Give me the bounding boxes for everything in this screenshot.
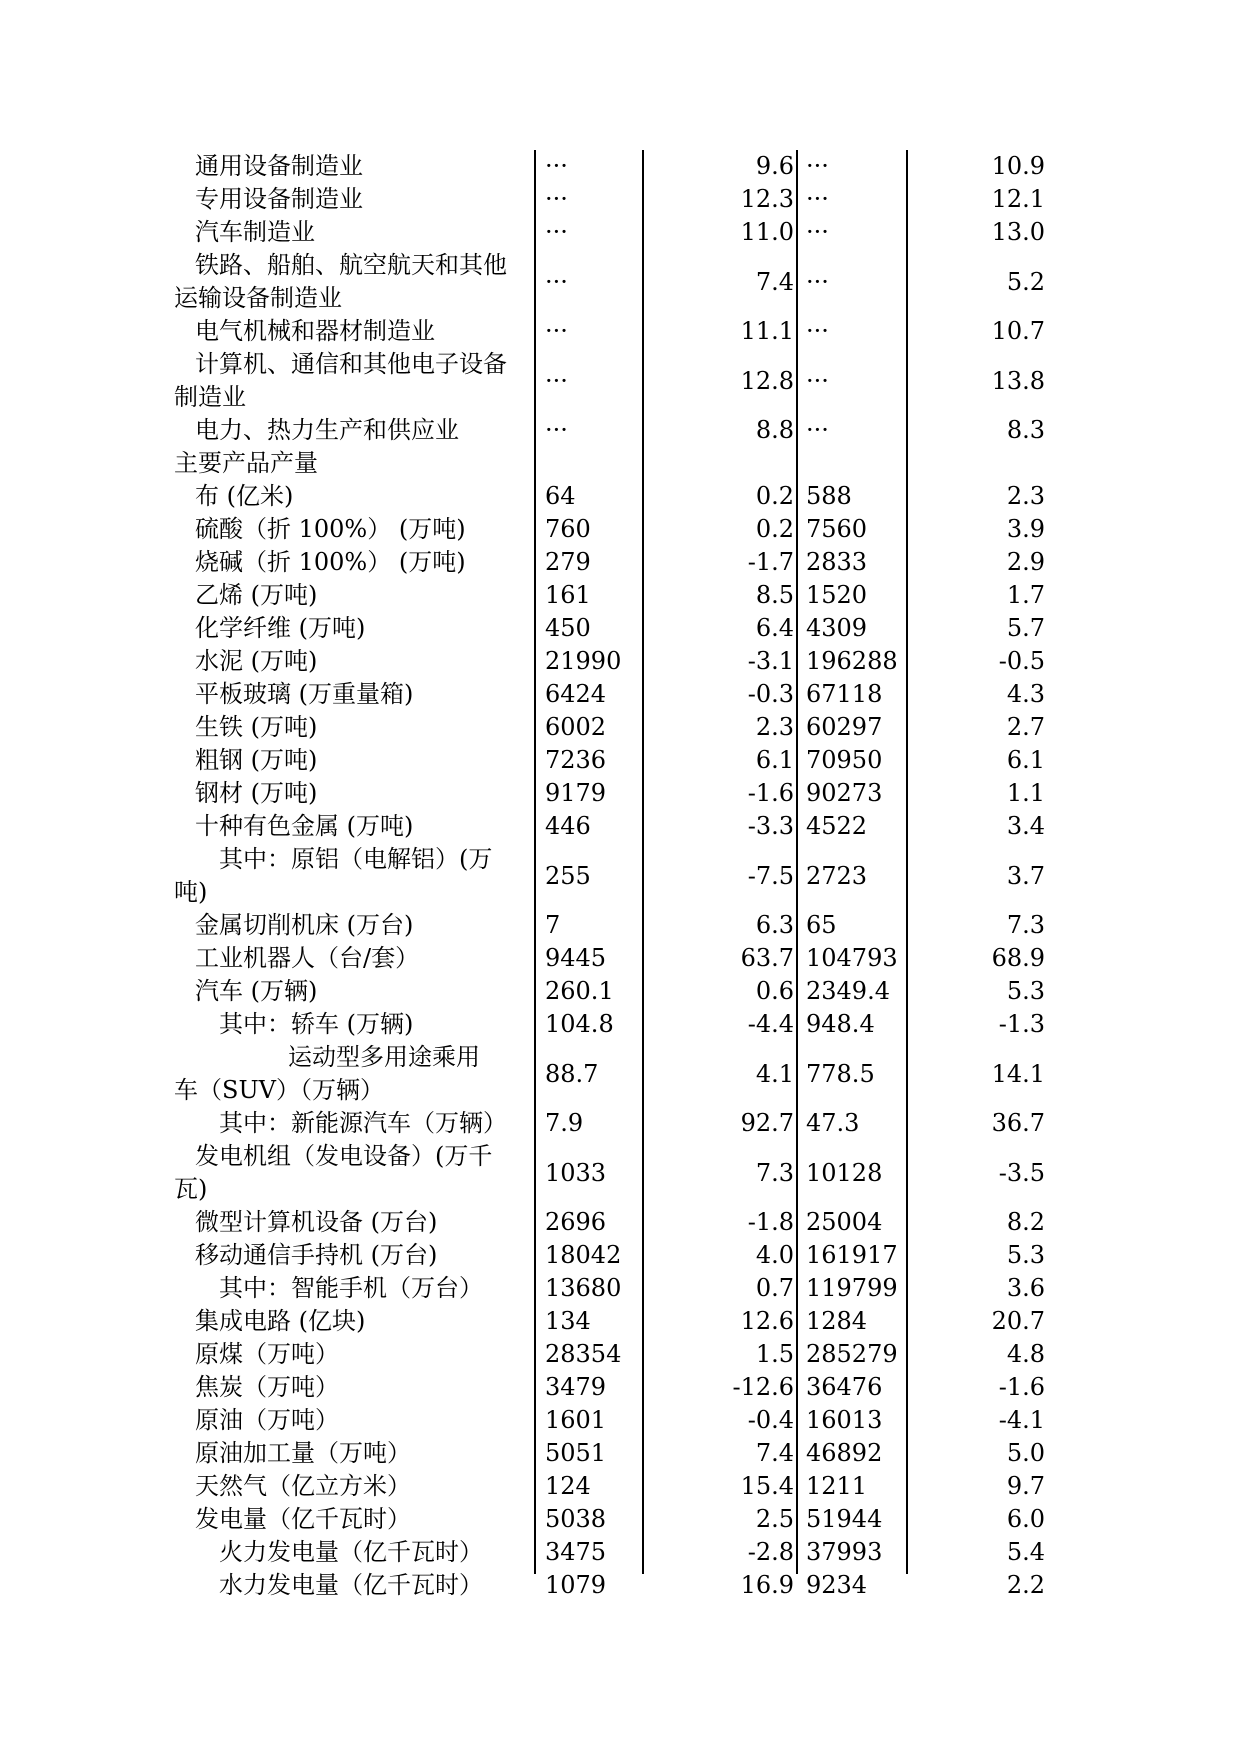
table-row	[0, 1371, 1241, 1404]
row-label	[195, 678, 535, 711]
month-growth: -3.1	[747, 647, 794, 675]
month-value: ···	[545, 416, 568, 444]
table-row	[0, 1140, 1241, 1206]
month-growth: 12.8	[740, 367, 794, 395]
month-value: 13680	[545, 1274, 622, 1302]
row-label-line: 移动通信手持机 (万台)	[195, 1241, 438, 1269]
ytd-growth: 5.3	[1006, 1241, 1045, 1269]
row-label	[195, 1437, 535, 1470]
ytd-value: ···	[806, 268, 829, 296]
month-growth: 8.8	[755, 416, 794, 444]
month-value: ···	[545, 218, 568, 246]
month-growth: -1.7	[747, 548, 794, 576]
table-row	[0, 1239, 1241, 1272]
ytd-value: 60297	[806, 713, 883, 741]
ytd-value: 1284	[806, 1307, 868, 1335]
month-growth: 92.7	[740, 1109, 794, 1137]
ytd-growth: 5.2	[1006, 268, 1045, 296]
month-growth: 4.0	[755, 1241, 794, 1269]
table-row	[0, 1041, 1241, 1107]
row-label-line: 原油（万吨）	[195, 1406, 339, 1434]
ytd-growth: 4.8	[1006, 1340, 1045, 1368]
month-value: 5038	[545, 1505, 607, 1533]
month-growth: -12.6	[732, 1373, 794, 1401]
ytd-growth: -1.6	[998, 1373, 1045, 1401]
row-label	[195, 810, 535, 843]
row-label-line: 发电机组（发电设备）(万千	[195, 1142, 493, 1170]
month-growth: 12.3	[740, 185, 794, 213]
ytd-value: 4309	[806, 614, 868, 642]
month-growth: -1.6	[747, 779, 794, 807]
table-row	[0, 777, 1241, 810]
table-row	[0, 1437, 1241, 1470]
row-label	[195, 1536, 535, 1569]
row-label-line: 天然气（亿立方米）	[195, 1472, 411, 1500]
row-label	[195, 612, 535, 645]
month-value: 9179	[545, 779, 607, 807]
ytd-value: 37993	[806, 1538, 883, 1566]
month-value: 7236	[545, 746, 607, 774]
month-growth: -0.4	[747, 1406, 794, 1434]
row-label-line: 原油加工量（万吨）	[195, 1439, 411, 1467]
table-row	[0, 1470, 1241, 1503]
month-growth: 0.6	[755, 977, 794, 1005]
ytd-growth: 5.3	[1006, 977, 1045, 1005]
row-label-line: 布 (亿米)	[195, 482, 294, 510]
row-label-line: 其中：新能源汽车（万辆）	[219, 1109, 507, 1137]
month-growth: -0.3	[747, 680, 794, 708]
ytd-value: 67118	[806, 680, 883, 708]
ytd-value: 1520	[806, 581, 868, 609]
table-row	[0, 1272, 1241, 1305]
row-label-line: 十种有色金属 (万吨)	[195, 812, 414, 840]
ytd-growth: -4.1	[998, 1406, 1045, 1434]
row-label-line: 吨)	[174, 878, 208, 906]
month-growth: 7.4	[755, 1439, 794, 1467]
ytd-growth: -0.5	[998, 647, 1045, 675]
ytd-growth: 5.7	[1006, 614, 1045, 642]
table-row	[0, 348, 1241, 414]
month-growth: 6.4	[755, 614, 794, 642]
row-label-line: 火力发电量（亿千瓦时）	[219, 1538, 483, 1566]
row-label	[174, 1140, 535, 1206]
ytd-value: 36476	[806, 1373, 883, 1401]
ytd-value: ···	[806, 416, 829, 444]
row-label	[195, 1338, 535, 1371]
row-label	[195, 546, 535, 579]
table-row	[0, 711, 1241, 744]
month-value: 7.9	[545, 1109, 584, 1137]
ytd-growth: 2.2	[1006, 1571, 1045, 1599]
ytd-growth: 14.1	[991, 1060, 1045, 1088]
month-growth: -1.8	[747, 1208, 794, 1236]
ytd-value: 2349.4	[806, 977, 890, 1005]
ytd-growth: 10.9	[991, 152, 1045, 180]
ytd-value: 65	[806, 911, 837, 939]
row-label-line: 运动型多用途乘用	[288, 1043, 480, 1071]
ytd-growth: 3.7	[1006, 862, 1045, 890]
table-row	[0, 249, 1241, 315]
row-label-line: 汽车制造业	[195, 218, 315, 246]
row-label	[195, 1107, 535, 1140]
ytd-growth: 7.3	[1006, 911, 1045, 939]
row-label-line: 金属切削机床 (万台)	[195, 911, 414, 939]
month-growth: -2.8	[747, 1538, 794, 1566]
row-label-line: 计算机、通信和其他电子设备	[195, 350, 507, 378]
month-value: 260.1	[545, 977, 614, 1005]
month-value: ···	[545, 367, 568, 395]
ytd-value: ···	[806, 185, 829, 213]
table-row	[0, 1503, 1241, 1536]
table-row	[0, 1536, 1241, 1569]
month-value: ···	[545, 152, 568, 180]
month-growth: 6.1	[755, 746, 794, 774]
ytd-growth: 2.9	[1006, 548, 1045, 576]
ytd-value: 104793	[806, 944, 898, 972]
month-value: 1601	[545, 1406, 607, 1434]
table-row	[0, 315, 1241, 348]
row-label-line: 原煤（万吨）	[195, 1340, 339, 1368]
month-value: 88.7	[545, 1060, 599, 1088]
month-growth: 4.1	[755, 1060, 794, 1088]
row-label-line: 发电量（亿千瓦时）	[195, 1505, 411, 1533]
ytd-value: 47.3	[806, 1109, 860, 1137]
row-label	[195, 183, 535, 216]
row-label	[195, 744, 535, 777]
row-label-line: 运输设备制造业	[174, 284, 342, 312]
ytd-value: ···	[806, 218, 829, 246]
row-label	[195, 1206, 535, 1239]
row-label-line: 电气机械和器材制造业	[195, 317, 435, 345]
table-row	[0, 1569, 1241, 1602]
month-growth: 12.6	[740, 1307, 794, 1335]
month-value: 6002	[545, 713, 607, 741]
ytd-growth: 10.7	[991, 317, 1045, 345]
row-label-line: 硫酸（折 100%） (万吨)	[195, 515, 466, 543]
table-row	[0, 513, 1241, 546]
row-label	[195, 1272, 535, 1305]
row-label	[195, 216, 535, 249]
ytd-growth: 2.3	[1006, 482, 1045, 510]
ytd-value: ···	[806, 152, 829, 180]
ytd-value: 16013	[806, 1406, 883, 1434]
row-label-line: 汽车 (万辆)	[195, 977, 318, 1005]
month-value: 18042	[545, 1241, 622, 1269]
month-growth: -7.5	[747, 862, 794, 890]
row-label-line: 工业机器人（台/套）	[195, 944, 420, 972]
month-value: 279	[545, 548, 591, 576]
row-label	[174, 1041, 535, 1107]
month-growth: 0.2	[755, 515, 794, 543]
row-label-line: 集成电路 (亿块)	[195, 1307, 366, 1335]
row-label-line: 平板玻璃 (万重量箱)	[195, 680, 414, 708]
row-label	[195, 1503, 535, 1536]
month-growth: 63.7	[740, 944, 794, 972]
row-label-line: 水泥 (万吨)	[195, 647, 318, 675]
month-value: 9445	[545, 944, 607, 972]
ytd-growth: 2.7	[1006, 713, 1045, 741]
row-label-line: 电力、热力生产和供应业	[195, 416, 459, 444]
ytd-value: 9234	[806, 1571, 868, 1599]
ytd-growth: 13.0	[991, 218, 1045, 246]
row-label	[195, 942, 535, 975]
month-value: 1033	[545, 1159, 607, 1187]
month-growth: 0.2	[755, 482, 794, 510]
ytd-value: 161917	[806, 1241, 898, 1269]
row-label-line: 其中：轿车 (万辆)	[219, 1010, 414, 1038]
row-label	[195, 1239, 535, 1272]
month-value: 446	[545, 812, 591, 840]
ytd-growth: 3.9	[1006, 515, 1045, 543]
ytd-value: 588	[806, 482, 852, 510]
month-value: 6424	[545, 680, 607, 708]
row-label-line: 车（SUV）（万辆）	[174, 1076, 384, 1104]
row-label-line: 专用设备制造业	[195, 185, 363, 213]
ytd-growth: -1.3	[998, 1010, 1045, 1038]
table-row	[0, 1206, 1241, 1239]
ytd-growth: 20.7	[991, 1307, 1045, 1335]
ytd-growth: 6.0	[1006, 1505, 1045, 1533]
ytd-value: 196288	[806, 647, 898, 675]
table-row	[0, 579, 1241, 612]
table-row	[0, 546, 1241, 579]
row-label-line: 生铁 (万吨)	[195, 713, 318, 741]
row-label	[195, 1008, 535, 1041]
ytd-growth: 8.3	[1006, 416, 1045, 444]
row-label-line: 水力发电量（亿千瓦时）	[219, 1571, 483, 1599]
row-label	[195, 513, 535, 546]
table-row	[0, 1305, 1241, 1338]
row-label	[195, 1371, 535, 1404]
month-value: 760	[545, 515, 591, 543]
ytd-value: 51944	[806, 1505, 883, 1533]
ytd-value: ···	[806, 317, 829, 345]
ytd-growth: 12.1	[991, 185, 1045, 213]
ytd-growth: 13.8	[991, 367, 1045, 395]
month-value: 104.8	[545, 1010, 614, 1038]
month-growth: 8.5	[755, 581, 794, 609]
ytd-value: 4522	[806, 812, 868, 840]
row-label	[195, 150, 535, 183]
table-row	[0, 480, 1241, 513]
row-label	[195, 975, 535, 1008]
row-label-line: 乙烯 (万吨)	[195, 581, 318, 609]
month-growth: -3.3	[747, 812, 794, 840]
ytd-value: 119799	[806, 1274, 898, 1302]
month-value: 3475	[545, 1538, 607, 1566]
row-label-line: 化学纤维 (万吨)	[195, 614, 366, 642]
month-value: 134	[545, 1307, 591, 1335]
month-value: 28354	[545, 1340, 622, 1368]
table-row	[0, 1338, 1241, 1371]
month-value: 450	[545, 614, 591, 642]
row-label	[195, 711, 535, 744]
ytd-value: 778.5	[806, 1060, 875, 1088]
month-growth: 0.7	[755, 1274, 794, 1302]
month-value: ···	[545, 317, 568, 345]
ytd-growth: 1.7	[1006, 581, 1045, 609]
ytd-value: 2833	[806, 548, 868, 576]
row-label	[195, 315, 535, 348]
table-row	[0, 183, 1241, 216]
month-value: ···	[545, 185, 568, 213]
ytd-value: 285279	[806, 1340, 898, 1368]
month-value: 7	[545, 911, 561, 939]
ytd-growth: 1.1	[1006, 779, 1045, 807]
month-growth: 2.5	[755, 1505, 794, 1533]
row-label	[195, 1470, 535, 1503]
table-row	[0, 975, 1241, 1008]
row-label	[195, 645, 535, 678]
row-label	[195, 1569, 535, 1602]
ytd-value: 70950	[806, 746, 883, 774]
row-label-line: 焦炭（万吨）	[195, 1373, 339, 1401]
ytd-growth: 4.3	[1006, 680, 1045, 708]
ytd-growth: 9.7	[1006, 1472, 1045, 1500]
row-label	[174, 348, 535, 414]
table-row	[0, 1404, 1241, 1437]
ytd-value: ···	[806, 367, 829, 395]
ytd-value: 46892	[806, 1439, 883, 1467]
row-label-line: 粗钢 (万吨)	[195, 746, 318, 774]
ytd-growth: 6.1	[1006, 746, 1045, 774]
row-label	[195, 777, 535, 810]
month-growth: 7.3	[755, 1159, 794, 1187]
row-label	[174, 249, 535, 315]
month-growth: 6.3	[755, 911, 794, 939]
month-value: 255	[545, 862, 591, 890]
table-row	[0, 150, 1241, 183]
month-growth: 11.0	[740, 218, 794, 246]
row-label	[195, 480, 535, 513]
ytd-growth: 5.0	[1006, 1439, 1045, 1467]
row-label	[195, 414, 535, 447]
row-label-line: 钢材 (万吨)	[195, 779, 318, 807]
month-value: 5051	[545, 1439, 607, 1467]
table-row	[0, 843, 1241, 909]
table-row	[0, 414, 1241, 447]
ytd-growth: 3.6	[1006, 1274, 1045, 1302]
table-row	[0, 216, 1241, 249]
ytd-growth: -3.5	[998, 1159, 1045, 1187]
table-row	[0, 447, 1241, 480]
month-value: 161	[545, 581, 591, 609]
month-value: ···	[545, 268, 568, 296]
table-row	[0, 612, 1241, 645]
ytd-growth: 8.2	[1006, 1208, 1045, 1236]
month-value: 2696	[545, 1208, 607, 1236]
month-growth: 9.6	[755, 152, 794, 180]
row-label-line: 通用设备制造业	[195, 152, 363, 180]
month-growth: -4.4	[747, 1010, 794, 1038]
month-growth: 2.3	[755, 713, 794, 741]
month-value: 1079	[545, 1571, 607, 1599]
ytd-growth: 3.4	[1006, 812, 1045, 840]
ytd-growth: 36.7	[991, 1109, 1045, 1137]
month-growth: 7.4	[755, 268, 794, 296]
ytd-value: 10128	[806, 1159, 883, 1187]
ytd-value: 1211	[806, 1472, 868, 1500]
row-label-line: 瓦)	[174, 1175, 208, 1203]
ytd-growth: 5.4	[1006, 1538, 1045, 1566]
row-label-line: 铁路、船舶、航空航天和其他	[195, 251, 507, 279]
row-label	[174, 447, 535, 480]
table-row	[0, 810, 1241, 843]
table-row	[0, 678, 1241, 711]
ytd-growth: 68.9	[991, 944, 1045, 972]
ytd-value: 948.4	[806, 1010, 875, 1038]
row-label	[195, 1404, 535, 1437]
row-label-line: 微型计算机设备 (万台)	[195, 1208, 438, 1236]
table-row	[0, 1107, 1241, 1140]
ytd-value: 7560	[806, 515, 868, 543]
table-row	[0, 744, 1241, 777]
table-row	[0, 645, 1241, 678]
month-growth: 16.9	[740, 1571, 794, 1599]
row-label-line: 其中：智能手机（万台）	[219, 1274, 483, 1302]
row-label	[195, 1305, 535, 1338]
month-growth: 1.5	[755, 1340, 794, 1368]
row-label	[195, 579, 535, 612]
row-label	[174, 843, 535, 909]
row-label-line: 其中：原铝（电解铝）(万	[219, 845, 493, 873]
ytd-value: 2723	[806, 862, 868, 890]
row-label-line: 烧碱（折 100%） (万吨)	[195, 548, 466, 576]
month-growth: 15.4	[740, 1472, 794, 1500]
ytd-value: 90273	[806, 779, 883, 807]
ytd-value: 25004	[806, 1208, 883, 1236]
row-label	[195, 909, 535, 942]
month-value: 3479	[545, 1373, 607, 1401]
month-value: 64	[545, 482, 576, 510]
row-label-line: 制造业	[174, 383, 246, 411]
row-label-line: 主要产品产量	[174, 449, 318, 477]
table-row	[0, 1008, 1241, 1041]
month-value: 21990	[545, 647, 622, 675]
month-value: 124	[545, 1472, 591, 1500]
table-row	[0, 909, 1241, 942]
table-row	[0, 942, 1241, 975]
month-growth: 11.1	[740, 317, 794, 345]
